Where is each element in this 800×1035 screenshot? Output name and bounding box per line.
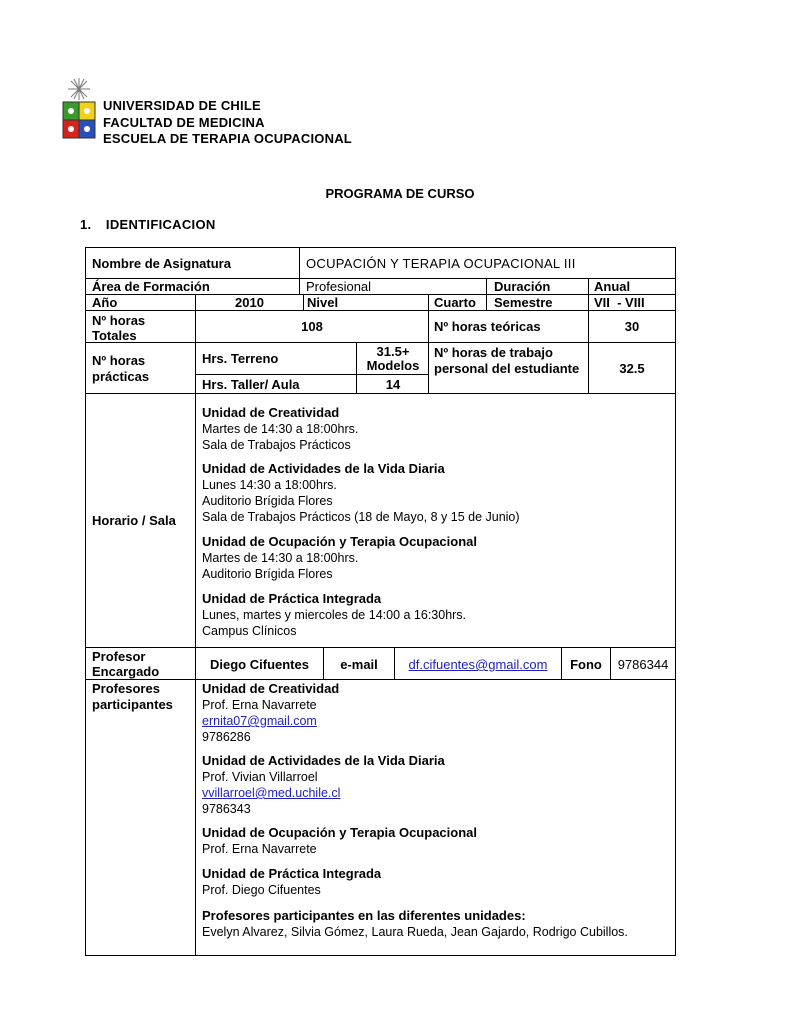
institution-line: ESCUELA DE TERAPIA OCUPACIONAL — [103, 131, 352, 146]
participant-unit-title: Unidad de Actividades de la Vida Diaria — [202, 753, 445, 768]
semester-value: VII - VIII — [594, 295, 645, 310]
lead-professor-email-link[interactable]: df.cifuentes@gmail.com — [408, 657, 548, 672]
schedule-unit — [202, 461, 520, 525]
lead-professor-label: Profesor Encargado — [92, 649, 160, 679]
workshop-hours-label: Hrs. Taller/ Aula — [202, 377, 300, 392]
participant-name: Prof. Erna Navarrete — [202, 698, 317, 712]
schedule-unit-title: Unidad de Ocupación y Terapia Ocupacional — [202, 534, 477, 549]
participant-email-link[interactable]: vvillarroel@med.uchile.cl — [202, 786, 341, 800]
schedule-line: Auditorio Brígida Flores — [202, 567, 333, 581]
schedule-unit — [202, 405, 358, 453]
participant-unit-title: Unidad de Creatividad — [202, 681, 340, 696]
duration-label: Duración — [494, 279, 551, 294]
institution-line: UNIVERSIDAD DE CHILE — [103, 98, 261, 113]
institution-header — [103, 98, 352, 148]
participant-unit-title: Unidad de Práctica Integrada — [202, 866, 382, 881]
theory-hours-value: 30 — [624, 319, 640, 334]
other-participants-title: Profesores participantes en las diferentes unidades: — [202, 908, 526, 923]
duration-value: Anual — [594, 279, 631, 294]
lead-professor-name: Diego Cifuentes — [210, 657, 309, 672]
participant-name: Prof. Vivian Villarroel — [202, 770, 318, 784]
schedule-line: Martes de 14:30 a 18:00hrs. — [202, 551, 359, 565]
level-value: Cuarto — [434, 295, 476, 310]
personal-work-hours-value: 32.5 — [619, 361, 645, 376]
workshop-hours-value: 14 — [385, 377, 401, 392]
year-value: 2010 — [235, 295, 264, 310]
phone-label: Fono — [570, 657, 602, 672]
practical-hours-label: Nº horas prácticas — [92, 353, 150, 384]
participants-label: Profesores participantes — [92, 681, 173, 712]
institution-line: FACULTAD DE MEDICINA — [103, 114, 265, 130]
university-logo — [60, 76, 98, 148]
schedule-unit-title: Unidad de Actividades de la Vida Diaria — [202, 461, 445, 476]
participant-unit — [202, 753, 445, 817]
section-heading — [80, 217, 216, 232]
participant-phone: 9786286 — [202, 730, 251, 744]
level-label: Nivel — [307, 295, 339, 310]
schedule-line: Sala de Trabajos Prácticos (18 de Mayo, 8 y 15 de Junio) — [202, 510, 520, 524]
field-hours-label: Hrs. Terreno — [202, 351, 279, 366]
other-participants-list: Evelyn Alvarez, Silvia Gómez, Laura Rueda, Jean Gajardo, Rodrigo Cubillos. — [202, 925, 628, 939]
field-hours-value: 31.5+ Modelos — [366, 344, 420, 373]
participant-unit — [202, 825, 477, 857]
schedule-line: Sala de Trabajos Prácticos — [202, 438, 351, 452]
schedule-unit-title: Unidad de Práctica Integrada — [202, 591, 382, 606]
training-area-value: Profesional — [306, 279, 372, 294]
total-hours-value: 108 — [301, 319, 323, 334]
schedule-unit — [202, 534, 477, 582]
participant-unit — [202, 681, 339, 745]
participant-name: Prof. Diego Cifuentes — [202, 883, 321, 897]
participant-email-link[interactable]: ernita07@gmail.com — [202, 714, 317, 728]
participant-unit — [202, 866, 381, 898]
theory-hours-label: Nº horas teóricas — [434, 319, 541, 334]
total-hours-label: Nº horas Totales — [92, 313, 146, 343]
participant-unit-title: Unidad de Ocupación y Terapia Ocupacional — [202, 825, 477, 840]
schedule-line: Auditorio Brígida Flores — [202, 494, 333, 508]
subject-name-label: Nombre de Asignatura — [92, 256, 231, 271]
schedule-unit-title: Unidad de Creatividad — [202, 405, 340, 420]
schedule-label: Horario / Sala — [92, 513, 176, 528]
schedule-line: Campus Clínicos — [202, 624, 297, 638]
schedule-line: Lunes 14:30 a 18:00hrs. — [202, 478, 337, 492]
email-label: e-mail — [340, 657, 378, 672]
schedule-line: Lunes, martes y miercoles de 14:00 a 16:30hrs. — [202, 608, 467, 622]
year-label: Año — [92, 295, 118, 310]
other-participants — [202, 908, 628, 940]
section-label: IDENTIFICACION — [105, 217, 216, 232]
semester-label: Semestre — [494, 295, 553, 310]
subject-name-value: OCUPACIÓN Y TERAPIA OCUPACIONAL III — [306, 256, 576, 271]
schedule-line: Martes de 14:30 a 18:00hrs. — [202, 422, 359, 436]
participant-name: Prof. Erna Navarrete — [202, 842, 317, 856]
training-area-label: Área de Formación — [92, 279, 210, 294]
schedule-unit — [202, 591, 466, 639]
program-title: PROGRAMA DE CURSO — [325, 186, 475, 201]
section-number: 1. — [80, 217, 92, 232]
lead-professor-phone: 9786344 — [617, 657, 669, 672]
personal-work-hours-label: Nº horas de trabajo personal del estudiante — [434, 345, 580, 376]
participant-phone: 9786343 — [202, 802, 251, 816]
